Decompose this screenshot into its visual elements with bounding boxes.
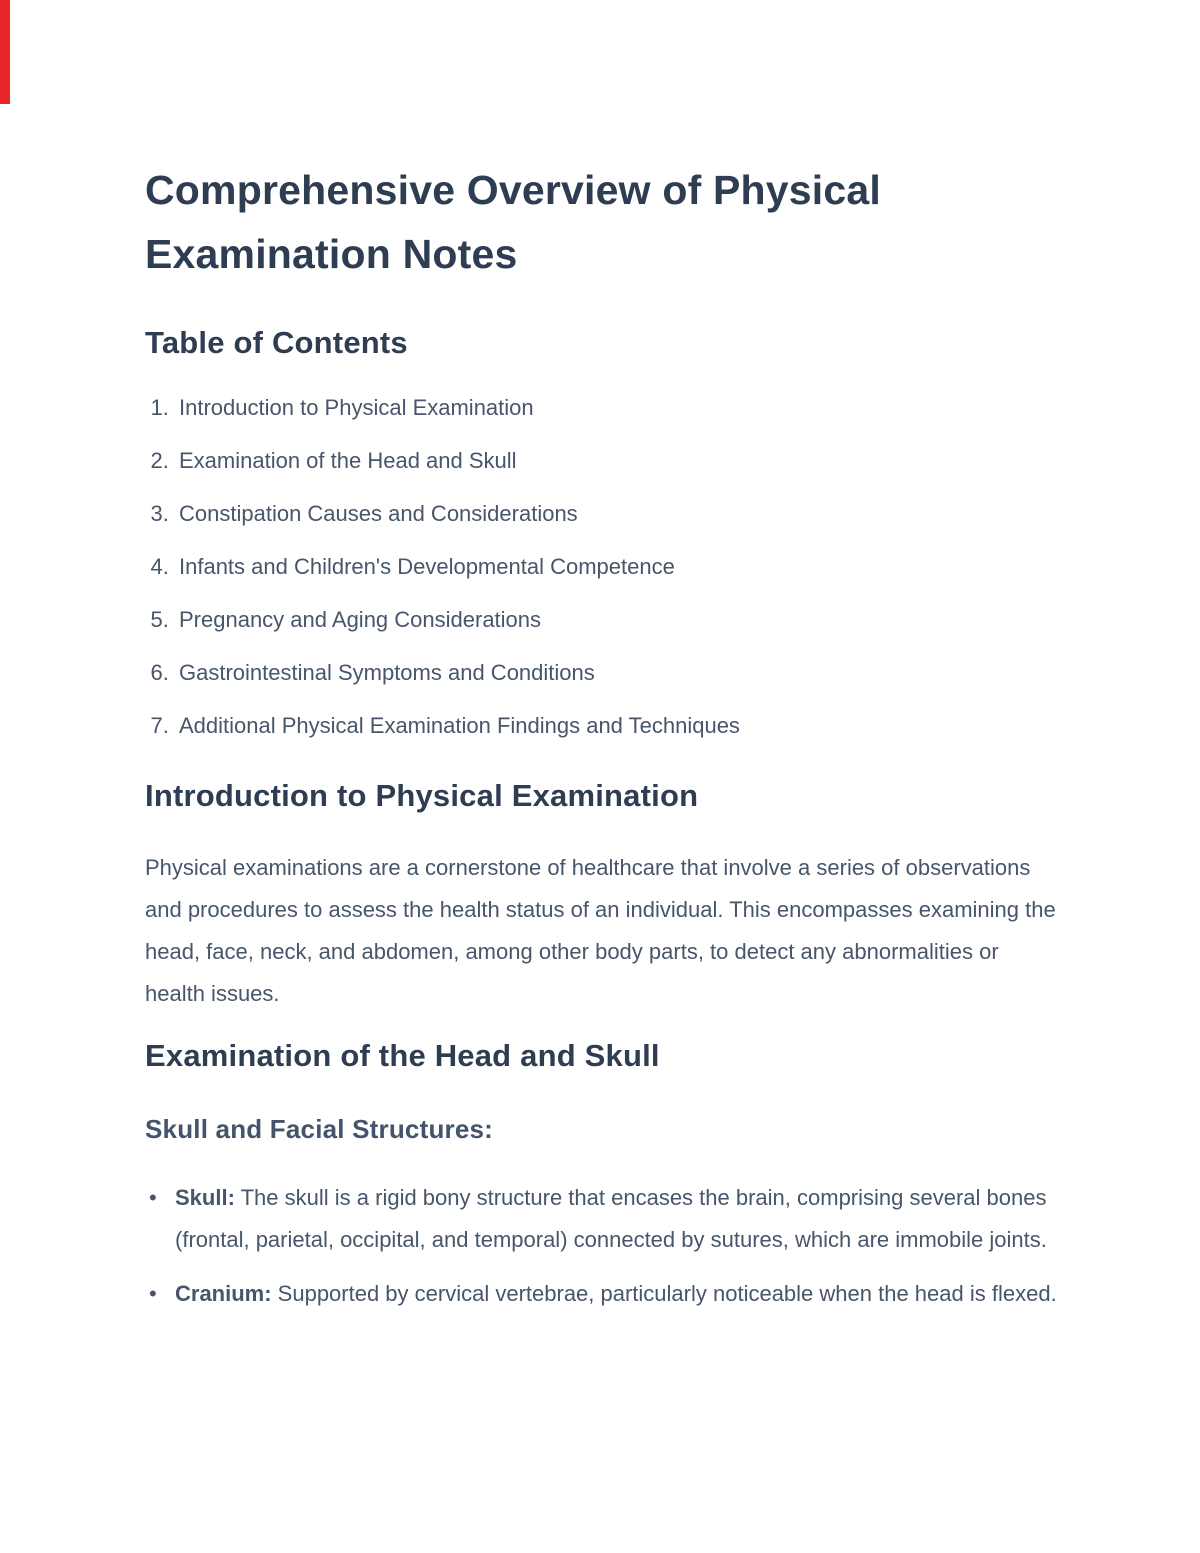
toc-item-5: 5. Pregnancy and Aging Considerations bbox=[175, 606, 1057, 633]
red-edge-marker bbox=[0, 0, 10, 104]
section-heading-introduction: Introduction to Physical Examination bbox=[145, 778, 699, 813]
bullet-text-cranium: Supported by cervical vertebrae, particularly noticeable when the head is flexed. bbox=[271, 1281, 1057, 1306]
bullet-item-skull bbox=[175, 1177, 1057, 1261]
toc-item-3: 3. Constipation Causes and Considerations bbox=[175, 500, 1057, 527]
bullet-term-cranium: Cranium: bbox=[175, 1281, 272, 1306]
bullet-list bbox=[145, 1177, 1057, 1315]
bullet-term-skull: Skull: bbox=[175, 1185, 235, 1210]
subsection-heading-skull-facial: Skull and Facial Structures: bbox=[145, 1114, 494, 1144]
bullet-text-skull: The skull is a rigid bony structure that encases the brain, comprising several bones (frontal, parietal, occipital, and temporal) connected by sutures, which are immobile joints. bbox=[175, 1185, 1047, 1252]
toc-item-7: 7. Additional Physical Examination Findings and Techniques bbox=[175, 712, 1057, 739]
toc-item-1: 1. Introduction to Physical Examination bbox=[175, 394, 1057, 421]
toc-list bbox=[145, 394, 1057, 739]
intro-paragraph: Physical examinations are a cornerstone of healthcare that involve a series of observations and procedures to assess the health status of an individual. This encompasses examining the head, face, neck, and abdomen, among other body parts, to detect any abnormalities or health issues. bbox=[145, 855, 1056, 1006]
document-page bbox=[145, 0, 1057, 1327]
toc-item-6: 6. Gastrointestinal Symptoms and Conditions bbox=[175, 659, 1057, 686]
toc-item-2: 2. Examination of the Head and Skull bbox=[175, 447, 1057, 474]
page-title: Comprehensive Overview of Physical Examination Notes bbox=[145, 167, 881, 277]
section-heading-head-skull: Examination of the Head and Skull bbox=[145, 1038, 660, 1073]
toc-heading: Table of Contents bbox=[145, 325, 408, 360]
toc-item-4: 4. Infants and Children's Developmental Competence bbox=[175, 553, 1057, 580]
bullet-item-cranium bbox=[175, 1273, 1057, 1315]
